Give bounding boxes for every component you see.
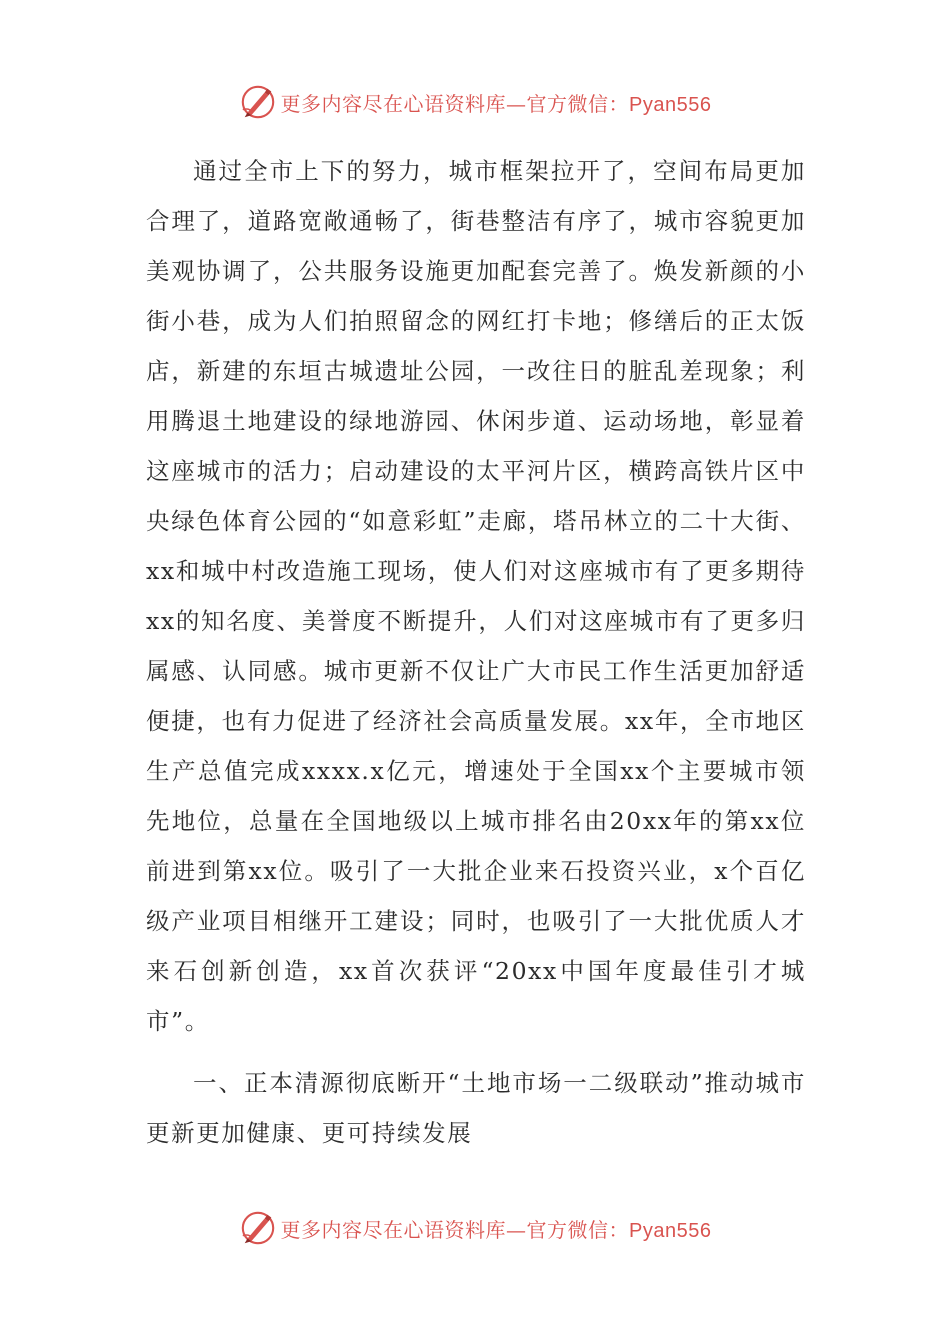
footer-banner bbox=[0, 1208, 950, 1248]
banner-wechat-handle: Pyan556 bbox=[629, 1219, 712, 1242]
banner-wechat-handle: Pyan556 bbox=[629, 93, 712, 116]
paragraph-city-renewal: 通过全市上下的努力，城市框架拉开了，空间布局更加合理了，道路宽敞通畅了，街巷整洁有序了，城市容貌更加美观协调了，公共服务设施更加配套完善了。焕发新颜的小街小巷，成为人们拍照留念的网红打卡地；修缮后的正太饭店，新建的东垣古城遗址公园，一改往日的脏乱差现象；利用腾退土地建设的绿地游园、休闲步道、运动场地，彰显着这座城市的活力；启动建设的太平河片区，横跨高铁片区中央绿色体育公园的“如意彩虹”走廊，塔吊林立的二十大街、xx和城中村改造施工现场，使人们对这座城市有了更多期待xx的知名度、美誉度不断提升，人们对这座城市有了更多归属感、认同感。城市更新不仅让广大市民工作生活更加舒适便捷，也有力促进了经济社会高质量发展。xx年，全市地区生产总值完成xxxx.x亿元，增速处于全国xx个主要城市领先地位，总量在全国地级以上城市排名由20xx年的第xx位前进到第xx位。吸引了一大批企业来石投资兴业，x个百亿级产业项目相继开工建设；同时，也吸引了一大批优质人才来石创新创造，xx首次获评“20xx中国年度最佳引才城市”。 bbox=[146, 157, 806, 1035]
section-heading-1: 一、正本清源彻底断开“土地市场一二级联动”推动城市更新更加健康、更可持续发展 bbox=[146, 1069, 806, 1147]
pen-logo-icon bbox=[239, 83, 277, 121]
pen-logo-icon bbox=[239, 1209, 277, 1247]
banner-message: 更多内容尽在心语资料库—官方微信： bbox=[280, 91, 630, 116]
document-body bbox=[146, 146, 806, 1158]
banner-message: 更多内容尽在心语资料库—官方微信： bbox=[280, 1217, 630, 1242]
banner-text bbox=[281, 88, 712, 117]
header-banner bbox=[0, 82, 950, 122]
banner-text bbox=[281, 1214, 712, 1243]
